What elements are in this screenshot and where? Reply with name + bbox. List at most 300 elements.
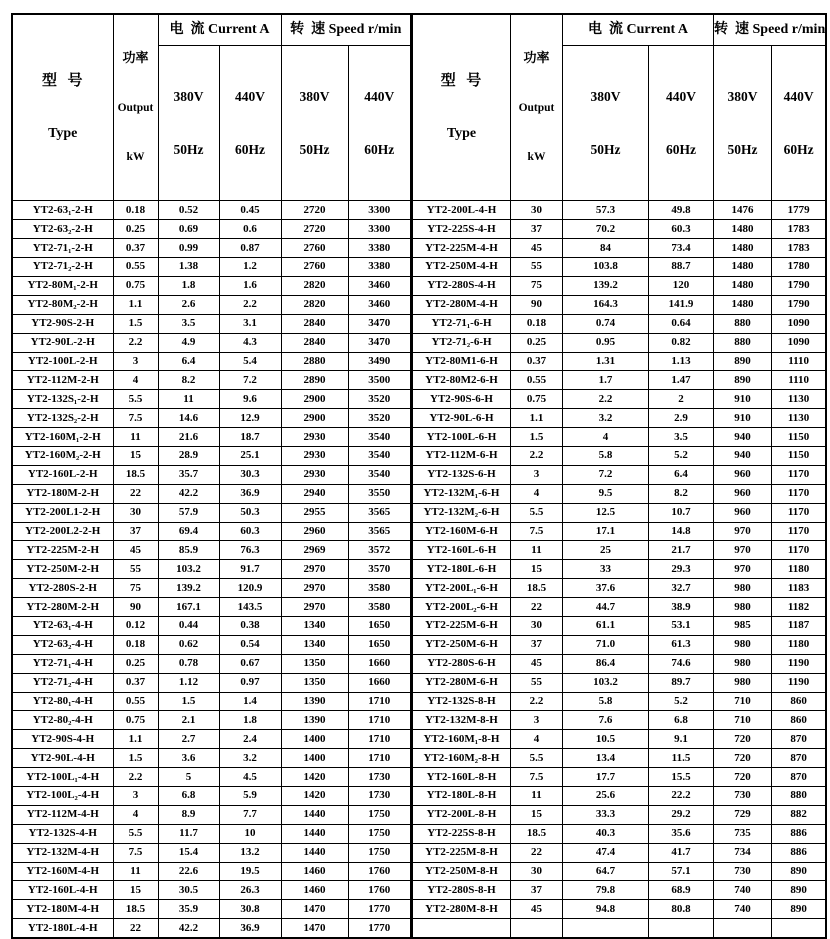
type-cell: YT2-160M₁-8-H bbox=[413, 730, 511, 749]
value-cell: 1180 bbox=[771, 560, 826, 579]
spec-row bbox=[12, 711, 411, 730]
value-cell: 15.5 bbox=[649, 768, 714, 787]
value-cell: 5.5 bbox=[113, 824, 158, 843]
value-cell: 12.5 bbox=[563, 503, 649, 522]
value-cell: 735 bbox=[714, 824, 772, 843]
value-cell: 1480 bbox=[714, 220, 772, 239]
value-cell: 15 bbox=[511, 805, 563, 824]
type-cell: YT2-132S-6-H bbox=[413, 465, 511, 484]
spec-row bbox=[12, 843, 411, 862]
value-cell: 1783 bbox=[771, 239, 826, 258]
value-cell: 49.8 bbox=[649, 201, 714, 220]
type-cell: YT2-63₁-4-H bbox=[12, 616, 113, 635]
value-cell bbox=[511, 919, 563, 938]
value-cell: 3520 bbox=[348, 390, 411, 409]
type-cell: YT2-160M-4-H bbox=[12, 862, 113, 881]
spec-row bbox=[413, 484, 827, 503]
value-cell: 30 bbox=[511, 201, 563, 220]
value-cell: 30.5 bbox=[158, 881, 219, 900]
value-cell: 1170 bbox=[771, 522, 826, 541]
value-cell: 1.2 bbox=[219, 258, 281, 277]
type-cell: YT2-250M-8-H bbox=[413, 862, 511, 881]
type-cell: YT2-160M₂-2-H bbox=[12, 446, 113, 465]
value-cell: 30.8 bbox=[219, 900, 281, 919]
value-cell: 2760 bbox=[281, 258, 348, 277]
type-cell: YT2-132S-8-H bbox=[413, 692, 511, 711]
value-cell: 3490 bbox=[348, 352, 411, 371]
value-cell: 7.5 bbox=[113, 843, 158, 862]
value-cell: 940 bbox=[714, 428, 772, 447]
value-cell: 3550 bbox=[348, 484, 411, 503]
type-cell: YT2-225M-2-H bbox=[12, 541, 113, 560]
value-cell: 1130 bbox=[771, 390, 826, 409]
type-cell: YT2-112M-6-H bbox=[413, 446, 511, 465]
spec-row bbox=[12, 428, 411, 447]
value-cell: 79.8 bbox=[563, 881, 649, 900]
type-cell: YT2-80M1-6-H bbox=[413, 352, 511, 371]
voltage-440-label: 440V bbox=[364, 89, 395, 105]
value-cell: 1340 bbox=[281, 616, 348, 635]
spec-row bbox=[413, 522, 827, 541]
value-cell: 2.2 bbox=[511, 446, 563, 465]
value-cell: 910 bbox=[714, 409, 772, 428]
spec-row bbox=[12, 522, 411, 541]
value-cell: 3570 bbox=[348, 560, 411, 579]
type-cell: YT2-90S-2-H bbox=[12, 314, 113, 333]
value-cell: 18.5 bbox=[113, 900, 158, 919]
value-cell: 1170 bbox=[771, 465, 826, 484]
value-cell: 2960 bbox=[281, 522, 348, 541]
value-cell: 890 bbox=[771, 862, 826, 881]
value-cell: 22 bbox=[113, 484, 158, 503]
value-cell: 0.45 bbox=[219, 201, 281, 220]
col-header-type bbox=[413, 14, 511, 201]
value-cell: 6.8 bbox=[158, 786, 219, 805]
value-cell: 2720 bbox=[281, 201, 348, 220]
value-cell: 1.8 bbox=[158, 276, 219, 295]
value-cell: 1350 bbox=[281, 673, 348, 692]
spec-row bbox=[12, 768, 411, 787]
type-cell: YT2-160L-2-H bbox=[12, 465, 113, 484]
value-cell: 4 bbox=[113, 805, 158, 824]
value-cell: 0.37 bbox=[113, 673, 158, 692]
type-cell: YT2-132M₂-6-H bbox=[413, 503, 511, 522]
type-cell: YT2-280S-8-H bbox=[413, 881, 511, 900]
value-cell: 740 bbox=[714, 881, 772, 900]
value-cell: 1480 bbox=[714, 239, 772, 258]
spec-row bbox=[12, 465, 411, 484]
value-cell: 1780 bbox=[771, 258, 826, 277]
spec-row bbox=[413, 201, 827, 220]
value-cell: 3470 bbox=[348, 314, 411, 333]
value-cell: 886 bbox=[771, 824, 826, 843]
value-cell: 57.3 bbox=[563, 201, 649, 220]
col-header-current-380v bbox=[563, 45, 649, 201]
value-cell: 15 bbox=[113, 446, 158, 465]
type-cell: YT2-160M₁-2-H bbox=[12, 428, 113, 447]
spec-row bbox=[413, 409, 827, 428]
spec-row bbox=[12, 541, 411, 560]
value-cell: 120.9 bbox=[219, 579, 281, 598]
value-cell: 89.7 bbox=[649, 673, 714, 692]
value-cell: 2.2 bbox=[219, 295, 281, 314]
type-cell: YT2-71₁-6-H bbox=[413, 314, 511, 333]
spec-row bbox=[413, 673, 827, 692]
value-cell: 2820 bbox=[281, 276, 348, 295]
spec-row bbox=[12, 862, 411, 881]
value-cell: 740 bbox=[714, 900, 772, 919]
type-cell: YT2-200L₂-6-H bbox=[413, 598, 511, 617]
value-cell: 11.5 bbox=[649, 749, 714, 768]
spec-table-right-body bbox=[413, 201, 827, 938]
value-cell: 890 bbox=[714, 371, 772, 390]
value-cell: 1710 bbox=[348, 749, 411, 768]
type-label-en: Type bbox=[446, 126, 477, 142]
value-cell: 60.3 bbox=[219, 522, 281, 541]
value-cell: 22 bbox=[511, 843, 563, 862]
value-cell: 55 bbox=[511, 258, 563, 277]
value-cell: 0.44 bbox=[158, 616, 219, 635]
value-cell: 1440 bbox=[281, 843, 348, 862]
type-cell: YT2-100L₁-4-H bbox=[12, 768, 113, 787]
value-cell: 1.1 bbox=[113, 730, 158, 749]
value-cell: 730 bbox=[714, 786, 772, 805]
voltage-440-label: 440V bbox=[783, 89, 814, 105]
type-cell: YT2-250M-2-H bbox=[12, 560, 113, 579]
type-cell: YT2-280S-2-H bbox=[12, 579, 113, 598]
spec-row bbox=[413, 824, 827, 843]
spec-row bbox=[12, 295, 411, 314]
value-cell: 1180 bbox=[771, 635, 826, 654]
value-cell: 64.7 bbox=[563, 862, 649, 881]
value-cell: 120 bbox=[649, 276, 714, 295]
value-cell: 886 bbox=[771, 843, 826, 862]
value-cell: 2890 bbox=[281, 371, 348, 390]
value-cell: 710 bbox=[714, 692, 772, 711]
freq-60-label: 60Hz bbox=[364, 141, 395, 157]
power-label-en: Output bbox=[518, 101, 555, 114]
value-cell: 11 bbox=[113, 428, 158, 447]
voltage-440-label: 440V bbox=[666, 89, 696, 105]
value-cell: 0.25 bbox=[113, 654, 158, 673]
value-cell: 1170 bbox=[771, 503, 826, 522]
value-cell: 880 bbox=[771, 786, 826, 805]
value-cell: 980 bbox=[714, 598, 772, 617]
value-cell: 1.7 bbox=[563, 371, 649, 390]
value-cell: 0.99 bbox=[158, 239, 219, 258]
value-cell: 6.4 bbox=[158, 352, 219, 371]
value-cell: 1650 bbox=[348, 616, 411, 635]
value-cell: 1710 bbox=[348, 730, 411, 749]
value-cell: 880 bbox=[714, 333, 772, 352]
spec-row bbox=[413, 579, 827, 598]
value-cell: 3.6 bbox=[158, 749, 219, 768]
value-cell: 3380 bbox=[348, 239, 411, 258]
freq-50-label: 50Hz bbox=[727, 141, 758, 157]
value-cell: 28.9 bbox=[158, 446, 219, 465]
value-cell: 970 bbox=[714, 522, 772, 541]
value-cell: 1790 bbox=[771, 276, 826, 295]
spec-row bbox=[12, 390, 411, 409]
value-cell: 3 bbox=[113, 352, 158, 371]
value-cell: 44.7 bbox=[563, 598, 649, 617]
type-cell: YT2-132M₁-6-H bbox=[413, 484, 511, 503]
type-label-en: Type bbox=[48, 126, 78, 142]
type-cell: YT2-63₂-4-H bbox=[12, 635, 113, 654]
spec-row bbox=[12, 786, 411, 805]
col-header-type bbox=[12, 14, 113, 201]
type-cell: YT2-71₁-4-H bbox=[12, 654, 113, 673]
value-cell: 30 bbox=[511, 862, 563, 881]
value-cell: 3540 bbox=[348, 428, 411, 447]
spec-row bbox=[12, 900, 411, 919]
value-cell: 1476 bbox=[714, 201, 772, 220]
spec-row bbox=[12, 371, 411, 390]
spec-row bbox=[12, 635, 411, 654]
value-cell: 11 bbox=[158, 390, 219, 409]
value-cell: 730 bbox=[714, 862, 772, 881]
value-cell: 980 bbox=[714, 654, 772, 673]
type-cell: YT2-180L-4-H bbox=[12, 919, 113, 938]
value-cell: 2.2 bbox=[563, 390, 649, 409]
value-cell: 940 bbox=[714, 446, 772, 465]
spec-row bbox=[413, 598, 827, 617]
power-label-cn: 功率 bbox=[523, 50, 550, 65]
value-cell: 45 bbox=[511, 900, 563, 919]
value-cell: 960 bbox=[714, 484, 772, 503]
type-cell: YT2-280M-6-H bbox=[413, 673, 511, 692]
value-cell: 15 bbox=[113, 881, 158, 900]
value-cell: 1190 bbox=[771, 673, 826, 692]
value-cell: 1150 bbox=[771, 446, 826, 465]
value-cell: 7.2 bbox=[563, 465, 649, 484]
spec-row bbox=[413, 314, 827, 333]
spec-row bbox=[12, 616, 411, 635]
value-cell: 880 bbox=[714, 314, 772, 333]
spec-row bbox=[12, 333, 411, 352]
value-cell: 2970 bbox=[281, 560, 348, 579]
value-cell: 2720 bbox=[281, 220, 348, 239]
value-cell: 1400 bbox=[281, 749, 348, 768]
value-cell: 22 bbox=[113, 919, 158, 938]
value-cell: 860 bbox=[771, 692, 826, 711]
value-cell: 970 bbox=[714, 560, 772, 579]
value-cell: 1.6 bbox=[219, 276, 281, 295]
freq-50-label: 50Hz bbox=[590, 141, 621, 157]
value-cell: 0.25 bbox=[113, 220, 158, 239]
value-cell: 47.4 bbox=[563, 843, 649, 862]
value-cell: 1400 bbox=[281, 730, 348, 749]
type-cell: YT2-112M-4-H bbox=[12, 805, 113, 824]
value-cell: 50.3 bbox=[219, 503, 281, 522]
spec-row bbox=[413, 239, 827, 258]
value-cell: 11 bbox=[511, 786, 563, 805]
value-cell: 7.6 bbox=[563, 711, 649, 730]
value-cell: 3.5 bbox=[649, 428, 714, 447]
voltage-380-label: 380V bbox=[727, 89, 758, 105]
value-cell: 970 bbox=[714, 541, 772, 560]
type-cell: YT2-80M2-6-H bbox=[413, 371, 511, 390]
value-cell: 1.12 bbox=[158, 673, 219, 692]
spec-row bbox=[413, 503, 827, 522]
value-cell: 9.5 bbox=[563, 484, 649, 503]
value-cell: 1470 bbox=[281, 900, 348, 919]
value-cell: 734 bbox=[714, 843, 772, 862]
value-cell: 1.13 bbox=[649, 352, 714, 371]
spec-row bbox=[12, 673, 411, 692]
type-cell: YT2-80M₁-2-H bbox=[12, 276, 113, 295]
value-cell: 11.7 bbox=[158, 824, 219, 843]
value-cell: 1480 bbox=[714, 295, 772, 314]
value-cell: 21.7 bbox=[649, 541, 714, 560]
value-cell: 1710 bbox=[348, 711, 411, 730]
power-unit-label: kW bbox=[126, 151, 145, 164]
value-cell: 2900 bbox=[281, 390, 348, 409]
value-cell: 40.3 bbox=[563, 824, 649, 843]
power-label-en: Output bbox=[117, 101, 154, 114]
value-cell: 80.8 bbox=[649, 900, 714, 919]
value-cell: 0.52 bbox=[158, 201, 219, 220]
type-cell: YT2-280M-4-H bbox=[413, 295, 511, 314]
type-cell: YT2-132S-4-H bbox=[12, 824, 113, 843]
type-cell: YT2-200L₁-6-H bbox=[413, 579, 511, 598]
value-cell: 5.5 bbox=[511, 503, 563, 522]
value-cell: 1.5 bbox=[158, 692, 219, 711]
value-cell: 890 bbox=[771, 881, 826, 900]
type-cell bbox=[413, 919, 511, 938]
value-cell: 2940 bbox=[281, 484, 348, 503]
spec-row bbox=[12, 730, 411, 749]
value-cell: 3520 bbox=[348, 409, 411, 428]
value-cell: 32.7 bbox=[649, 579, 714, 598]
value-cell: 0.37 bbox=[113, 239, 158, 258]
value-cell: 3460 bbox=[348, 276, 411, 295]
value-cell: 30 bbox=[113, 503, 158, 522]
spec-row bbox=[413, 295, 827, 314]
type-label-cn: 型 号 bbox=[440, 73, 483, 90]
value-cell: 42.2 bbox=[158, 484, 219, 503]
value-cell: 7.5 bbox=[511, 522, 563, 541]
value-cell: 720 bbox=[714, 768, 772, 787]
value-cell: 1660 bbox=[348, 654, 411, 673]
value-cell: 3572 bbox=[348, 541, 411, 560]
value-cell: 37 bbox=[113, 522, 158, 541]
value-cell: 870 bbox=[771, 749, 826, 768]
spec-row bbox=[413, 276, 827, 295]
value-cell bbox=[771, 919, 826, 938]
value-cell: 18.7 bbox=[219, 428, 281, 447]
value-cell: 70.2 bbox=[563, 220, 649, 239]
value-cell: 1090 bbox=[771, 314, 826, 333]
value-cell: 0.74 bbox=[563, 314, 649, 333]
value-cell: 68.9 bbox=[649, 881, 714, 900]
value-cell: 0.6 bbox=[219, 220, 281, 239]
value-cell: 7.5 bbox=[113, 409, 158, 428]
spec-row bbox=[12, 881, 411, 900]
spec-row bbox=[413, 711, 827, 730]
value-cell: 6.4 bbox=[649, 465, 714, 484]
type-cell: YT2-80₁-4-H bbox=[12, 692, 113, 711]
value-cell: 1090 bbox=[771, 333, 826, 352]
value-cell: 18.5 bbox=[113, 465, 158, 484]
value-cell: 2.9 bbox=[649, 409, 714, 428]
type-cell: YT2-250M-4-H bbox=[413, 258, 511, 277]
type-cell: YT2-180L-6-H bbox=[413, 560, 511, 579]
spec-row bbox=[12, 239, 411, 258]
type-cell: YT2-200L-4-H bbox=[413, 201, 511, 220]
value-cell: 0.18 bbox=[113, 201, 158, 220]
value-cell: 1750 bbox=[348, 805, 411, 824]
value-cell: 1.5 bbox=[113, 749, 158, 768]
value-cell: 4.3 bbox=[219, 333, 281, 352]
value-cell: 2.1 bbox=[158, 711, 219, 730]
value-cell: 1150 bbox=[771, 428, 826, 447]
value-cell: 3500 bbox=[348, 371, 411, 390]
spec-row bbox=[12, 598, 411, 617]
value-cell: 3460 bbox=[348, 295, 411, 314]
value-cell: 7.5 bbox=[511, 768, 563, 787]
value-cell: 0.55 bbox=[113, 258, 158, 277]
spec-row bbox=[413, 862, 827, 881]
freq-60-label: 60Hz bbox=[783, 141, 814, 157]
value-cell: 0.82 bbox=[649, 333, 714, 352]
value-cell: 5.5 bbox=[511, 749, 563, 768]
spec-table-right bbox=[412, 13, 827, 939]
spec-row bbox=[413, 560, 827, 579]
value-cell: 61.1 bbox=[563, 616, 649, 635]
type-cell: YT2-112M-2-H bbox=[12, 371, 113, 390]
col-header-speed-380v bbox=[714, 45, 772, 201]
value-cell: 14.8 bbox=[649, 522, 714, 541]
spec-row bbox=[413, 900, 827, 919]
value-cell bbox=[649, 919, 714, 938]
value-cell: 2970 bbox=[281, 579, 348, 598]
col-header-power bbox=[113, 14, 158, 201]
value-cell: 36.9 bbox=[219, 484, 281, 503]
value-cell: 1183 bbox=[771, 579, 826, 598]
value-cell: 0.62 bbox=[158, 635, 219, 654]
spec-row bbox=[413, 843, 827, 862]
value-cell: 0.87 bbox=[219, 239, 281, 258]
value-cell: 11 bbox=[113, 862, 158, 881]
value-cell: 1182 bbox=[771, 598, 826, 617]
type-cell: YT2-200L1-2-H bbox=[12, 503, 113, 522]
value-cell: 7.7 bbox=[219, 805, 281, 824]
value-cell: 1480 bbox=[714, 258, 772, 277]
spec-row bbox=[12, 824, 411, 843]
type-cell: YT2-90L-2-H bbox=[12, 333, 113, 352]
value-cell: 1790 bbox=[771, 295, 826, 314]
type-cell: YT2-180L-8-H bbox=[413, 786, 511, 805]
value-cell: 3580 bbox=[348, 579, 411, 598]
value-cell: 9.1 bbox=[649, 730, 714, 749]
value-cell: 1760 bbox=[348, 862, 411, 881]
value-cell: 19.5 bbox=[219, 862, 281, 881]
type-cell: YT2-280M-2-H bbox=[12, 598, 113, 617]
value-cell: 1770 bbox=[348, 919, 411, 938]
type-cell: YT2-225S-8-H bbox=[413, 824, 511, 843]
value-cell: 3565 bbox=[348, 522, 411, 541]
value-cell: 3380 bbox=[348, 258, 411, 277]
value-cell: 33.3 bbox=[563, 805, 649, 824]
type-cell: YT2-225S-4-H bbox=[413, 220, 511, 239]
value-cell: 37 bbox=[511, 881, 563, 900]
type-cell: YT2-90L-6-H bbox=[413, 409, 511, 428]
value-cell: 90 bbox=[511, 295, 563, 314]
spec-row bbox=[413, 616, 827, 635]
value-cell: 3540 bbox=[348, 465, 411, 484]
spec-row bbox=[12, 805, 411, 824]
